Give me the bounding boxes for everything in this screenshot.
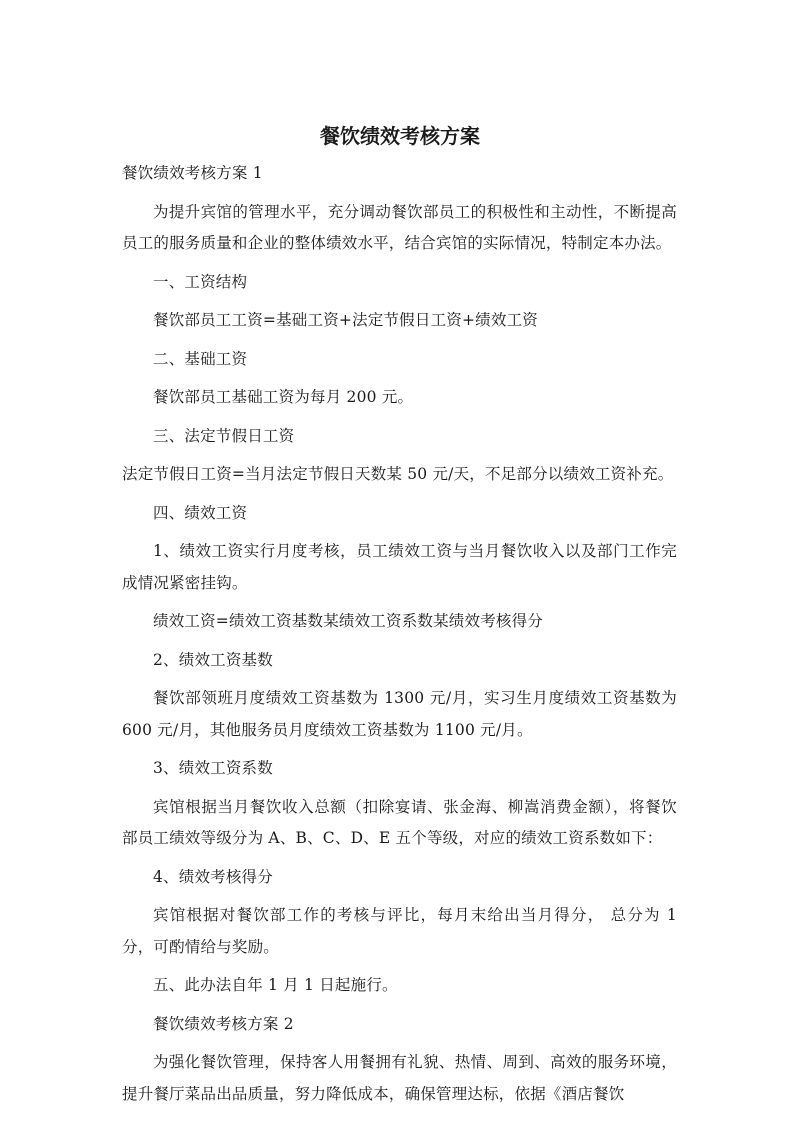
paragraph-section-heading-2: 餐饮绩效考核方案 2: [153, 1014, 294, 1033]
paragraph-section-heading-1: 餐饮绩效考核方案 1: [122, 164, 263, 182]
document-body: [122, 158, 677, 1117]
paragraph-heading-performance-score: 4、绩效考核得分: [153, 867, 273, 886]
paragraph-base-salary: 餐饮部员工基础工资为每月 200 元。: [153, 388, 414, 406]
paragraph-performance-monthly: 1、绩效工资实行月度考核，员工绩效工资与当月餐饮收入以及部门工作完成情况紧密挂钩。: [122, 542, 677, 592]
paragraph-heading-salary-structure: 一、工资结构: [153, 272, 248, 291]
paragraph-plan-2-intro: 为强化餐饮管理，保持客人用餐拥有礼貌、热情、周到、高效的服务环境，提升餐厅菜品出品质量，努力降低成本，确保管理达标，依据《酒店餐饮: [122, 1053, 677, 1103]
paragraph-heading-base-salary: 二、基础工资: [153, 349, 248, 368]
paragraph-effective-date: 五、此办法自年 1 月 1 日起施行。: [153, 976, 398, 994]
paragraph-heading-performance-base: 2、绩效工资基数: [153, 650, 273, 669]
paragraph-holiday-pay: 法定节假日工资=当月法定节假日天数某 50 元/天，不足部分以绩效工资补充。: [122, 465, 674, 483]
paragraph-heading-holiday-pay: 三、法定节假日工资: [153, 426, 295, 445]
paragraph-performance-score: 宾馆根据对餐饮部工作的考核与评比，每月末给出当月得分， 总分为 1 分，可酌情给与奖励。: [122, 906, 677, 956]
paragraph-performance-base: 餐饮部领班月度绩效工资基数为 1300 元/月，实习生月度绩效工资基数为 600 元/月，其他服务员月度绩效工资基数为 1100 元/月。: [122, 689, 677, 739]
paragraph-intro: 为提升宾馆的管理水平，充分调动餐饮部员工的积极性和主动性，不断提高员工的服务质量和企业的整体绩效水平，结合宾馆的实际情况，特制定本办法。: [122, 202, 677, 252]
paragraph-performance-formula: 绩效工资=绩效工资基数某绩效工资系数某绩效考核得分: [153, 612, 543, 630]
paragraph-performance-coefficient: 宾馆根据当月餐饮收入总额（扣除宴请、张金海、柳嵩消费金额），将餐饮部员工绩效等级分为 A、B、C、D、E 五个等级，对应的绩效工资系数如下：: [122, 797, 677, 847]
paragraph-heading-performance-coefficient: 3、绩效工资系数: [153, 759, 273, 777]
paragraph-heading-performance-pay: 四、绩效工资: [153, 503, 248, 522]
document-title: 餐饮绩效考核方案: [320, 124, 480, 148]
paragraph-salary-formula: 餐饮部员工工资=基础工资+法定节假日工资+绩效工资: [153, 311, 538, 329]
